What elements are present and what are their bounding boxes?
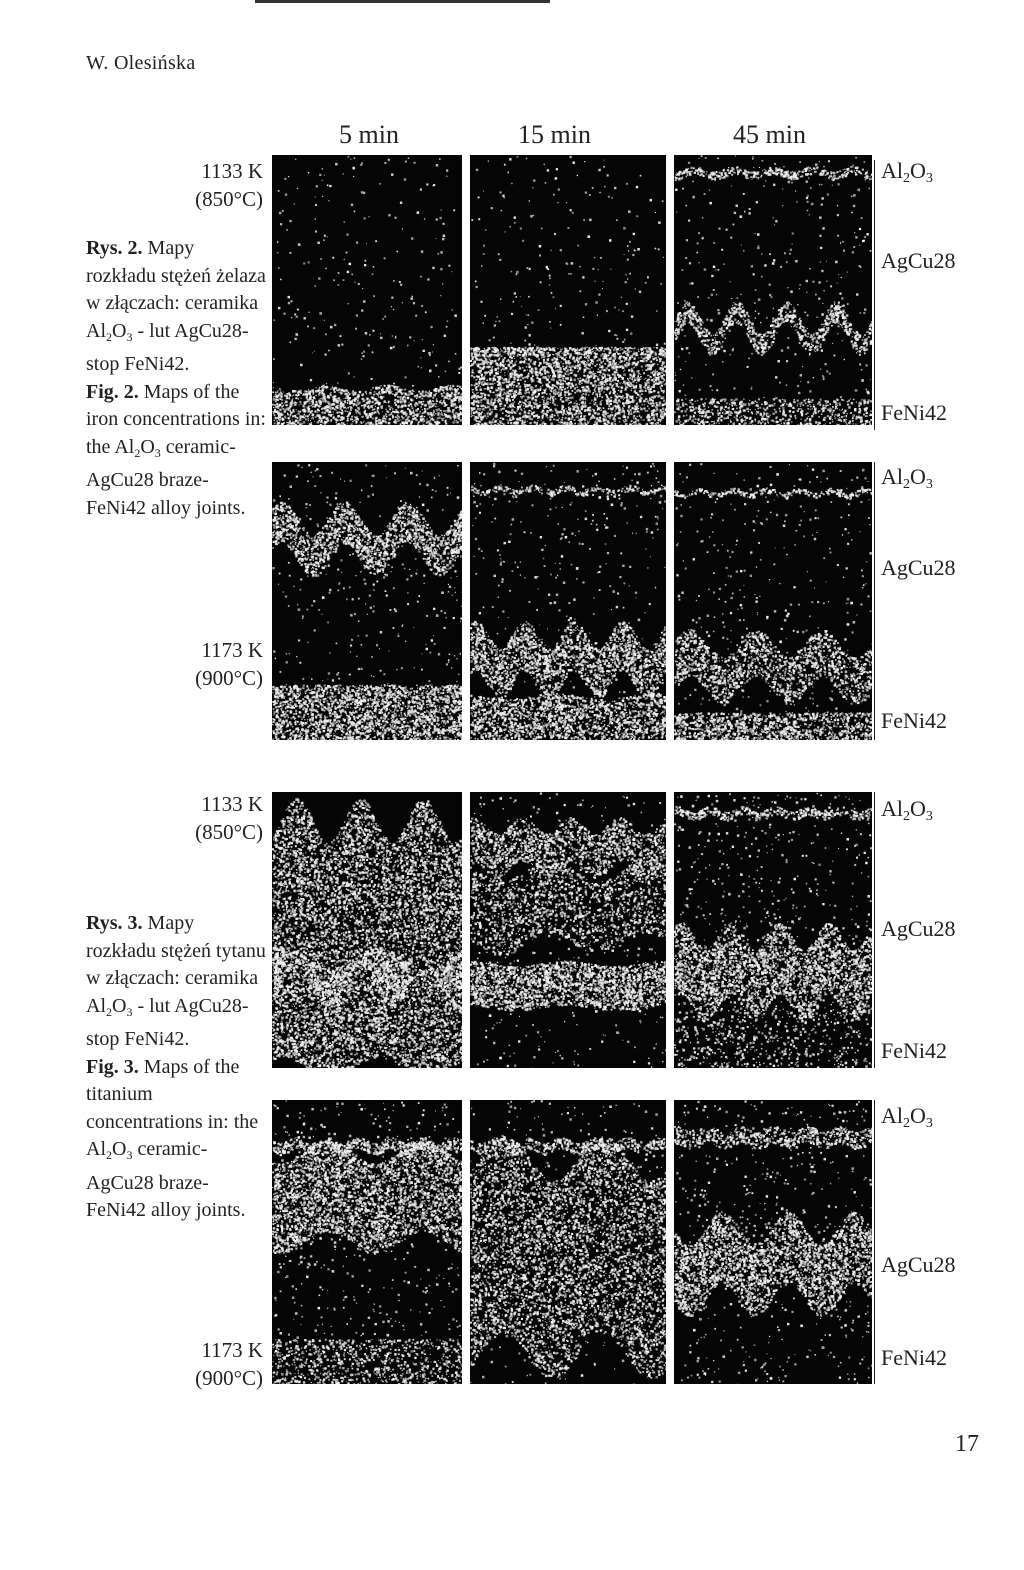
layer-label-al2o3: $Al_2O_3$ — [881, 1103, 933, 1132]
map-speckle — [272, 462, 462, 740]
temp-label-fig3-1173 — [143, 1336, 263, 1392]
caption-fig-text-end: ceramic-AgCu28 braze-FeNi42 alloy joints. — [86, 1138, 245, 1221]
fe-map-1133-5min — [272, 155, 462, 425]
map-speckle — [272, 155, 462, 425]
ti-map-1173-15min — [470, 1100, 666, 1384]
map-speckle — [674, 1100, 872, 1384]
temp-kelvin: 1173 K — [143, 1336, 263, 1364]
map-speckle — [470, 155, 666, 425]
ti-map-1133-45min — [674, 792, 872, 1068]
running-header-author: W. Olesińska — [86, 52, 196, 75]
map-speckle — [674, 792, 872, 1068]
map-speckle — [470, 792, 666, 1068]
divider-line — [874, 160, 875, 430]
caption-rys-label: Rys. 2. — [86, 237, 143, 259]
subscript: 3 — [126, 1148, 132, 1162]
layer-label-agcu28: AgCu28 — [881, 248, 956, 274]
caption-rys-text-end: - lut AgCu28-stop FeNi42. — [86, 320, 249, 376]
ti-map-1133-15min — [470, 792, 666, 1068]
caption-fig-text: Maps of the titanium concentrations in: the Al — [86, 1056, 258, 1161]
layer-label-al2o3: $Al_2O_3$ — [881, 796, 933, 825]
temp-celsius: (900°C) — [143, 664, 263, 692]
temp-kelvin: 1133 K — [143, 157, 263, 185]
temp-celsius: (850°C) — [143, 185, 263, 213]
temp-label-fig2-1173 — [143, 636, 263, 692]
figure3-caption — [86, 910, 266, 1225]
ti-map-1173-45min — [674, 1100, 872, 1384]
page-number: 17 — [955, 1431, 979, 1458]
time-header-15min: 15 min — [518, 120, 591, 150]
layer-label-al2o3: $Al_2O_3$ — [881, 158, 933, 187]
map-speckle — [470, 462, 666, 740]
layer-label-agcu28: AgCu28 — [881, 1252, 956, 1278]
time-header-5min: 5 min — [339, 120, 399, 150]
temp-label-fig2-1133 — [143, 157, 263, 213]
layer-label-feni42: FeNi42 — [881, 400, 947, 426]
layer-label-feni42: FeNi42 — [881, 1038, 947, 1064]
caption-o: O — [140, 436, 154, 458]
subscript: 2 — [106, 330, 112, 344]
subscript: 3 — [126, 330, 132, 344]
caption-o: O — [112, 320, 126, 342]
temp-label-fig3-1133 — [143, 790, 263, 846]
layer-label-feni42: FeNi42 — [881, 1345, 947, 1371]
caption-rys-label: Rys. 3. — [86, 912, 143, 934]
caption-rys-text: Mapy rozkładu stężeń tytanu w złączach: ceramika Al — [86, 912, 266, 1017]
layer-label-agcu28: AgCu28 — [881, 555, 956, 581]
caption-fig-label: Fig. 2. — [86, 381, 139, 403]
temp-celsius: (850°C) — [143, 818, 263, 846]
map-speckle — [470, 1100, 666, 1384]
header-rule — [255, 0, 550, 3]
ti-map-1173-5min — [272, 1100, 462, 1384]
subscript: 3 — [155, 446, 161, 460]
divider-line — [874, 462, 875, 740]
caption-rys-text-end: - lut AgCu28-stop FeNi42. — [86, 995, 249, 1051]
subscript: 2 — [106, 1005, 112, 1019]
map-speckle — [272, 792, 462, 1068]
map-speckle — [272, 1100, 462, 1384]
temp-celsius: (900°C) — [143, 1364, 263, 1392]
subscript: 3 — [126, 1005, 132, 1019]
caption-fig-text-end: ceramic-AgCu28 braze-FeNi42 alloy joints. — [86, 436, 245, 519]
caption-o: O — [112, 995, 126, 1017]
map-speckle — [674, 462, 872, 740]
caption-o: O — [112, 1138, 126, 1160]
caption-fig-text: Maps of the iron concentrations in: the Al — [86, 381, 266, 458]
fe-map-1133-15min — [470, 155, 666, 425]
layer-label-al2o3: $Al_2O_3$ — [881, 464, 933, 493]
subscript: 2 — [106, 1148, 112, 1162]
ti-map-1133-5min — [272, 792, 462, 1068]
temp-kelvin: 1173 K — [143, 636, 263, 664]
subscript: 2 — [134, 446, 140, 460]
map-speckle — [674, 155, 872, 425]
figure2-caption — [86, 235, 266, 522]
divider-line — [874, 1100, 875, 1384]
fe-map-1173-45min — [674, 462, 872, 740]
layer-label-feni42: FeNi42 — [881, 708, 947, 734]
layer-label-agcu28: AgCu28 — [881, 916, 956, 942]
caption-rys-text: Mapy rozkładu stężeń żelaza w złączach: ceramika Al — [86, 237, 266, 342]
time-header-45min: 45 min — [733, 120, 806, 150]
fe-map-1173-15min — [470, 462, 666, 740]
caption-fig-label: Fig. 3. — [86, 1056, 139, 1078]
divider-line — [874, 792, 875, 1068]
fe-map-1133-45min — [674, 155, 872, 425]
temp-kelvin: 1133 K — [143, 790, 263, 818]
fe-map-1173-5min — [272, 462, 462, 740]
